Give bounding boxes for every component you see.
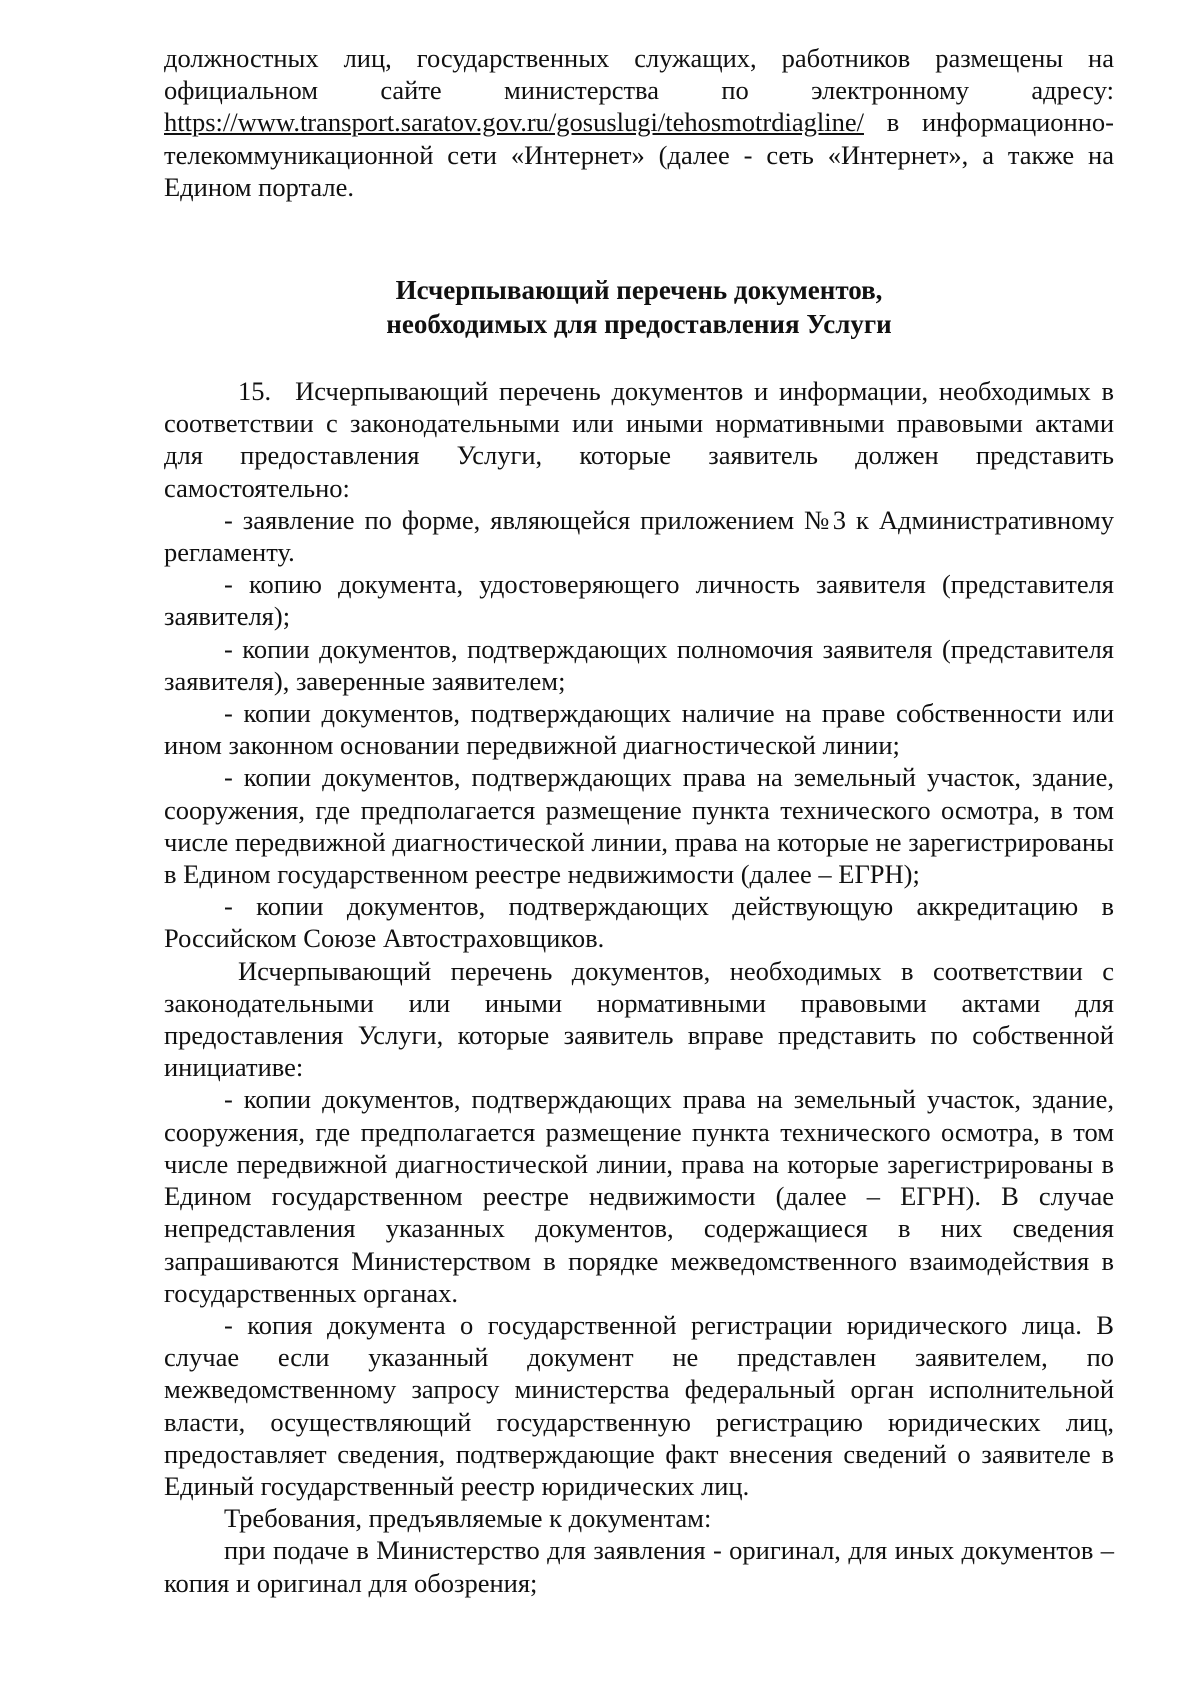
required-item-1: - заявление по форме, являющейся приложением №3 к Административному регламенту. (164, 504, 1114, 568)
section-15-lead-text: Исчерпывающий перечень документов и информации, необходимых в соответствии с законодательными или иными нормативными правовыми актами для предоставления Услуги, которые заявитель должен представить самостоятельно: (164, 376, 1114, 503)
required-item-6: - копии документов, подтверждающих действующую аккредитацию в Российском Союзе Автостраховщиков. (164, 891, 1114, 954)
required-item-5: - копии документов, подтверждающих права на земельный участок, здание, сооружения, где предполагается размещение пункта технического осмотра, в том числе передвижной диагностической линии, права на которые не зарегистрированы в Едином государственном реестре недвижимости (далее – ЕГРН); (164, 762, 1114, 890)
section-heading (164, 273, 1114, 341)
ministry-website-link[interactable]: https://www.transport.saratov.gov.ru/gosuslugi/tehosmotrdiagline/ (164, 107, 864, 138)
required-item-4: - копии документов, подтверждающих наличие на праве собственности или ином законном основании передвижной диагностической линии; (164, 698, 1114, 761)
requirements-text: при подаче в Министерство для заявления - оригинал, для иных документов – копия и оригинал для обозрения; (164, 1535, 1114, 1598)
optional-item-1: - копии документов, подтверждающих права на земельный участок, здание, сооружения, где предполагается размещение пункта технического осмотра, в том числе передвижной диагностической линии, права на которые зарегистрированы в Едином государственном реестре недвижимости (далее – ЕГРН). В случае непредставления указанных документов, содержащиеся в них сведения запрашиваются Министерством в порядке межведомственного взаимодействия в государственных органах. (164, 1084, 1114, 1308)
intro-text-after-link: в информационно-телекоммуникационной сети «Интернет» (далее - сеть «Интернет», а также на Едином портале. (164, 107, 1114, 202)
section-15-lead (164, 375, 1114, 504)
document-page (164, 42, 1114, 1599)
required-item-2: - копию документа, удостоверяющего личность заявителя (представителя заявителя); (164, 569, 1114, 632)
intro-text-before-link: должностных лиц, государственных служащих, работников размещены на официальном сайте министерства по электронному адресу: (164, 43, 1114, 106)
required-item-3: - копии документов, подтверждающих полномочия заявителя (представителя заявителя), заверенные заявителем; (164, 633, 1114, 696)
optional-documents-lead: Исчерпывающий перечень документов, необходимых в соответствии с законодательными или иными нормативными правовыми актами для предоставления Услуги, которые заявитель вправе представить по собственной инициативе: (164, 955, 1114, 1083)
section-heading-line-1: Исчерпывающий перечень документов, (395, 275, 883, 306)
section-heading-line-2: необходимых для предоставления Услуги (386, 309, 892, 340)
optional-item-2: - копия документа о государственной регистрации юридического лица. В случае если указанный документ не представлен заявителем, по межведомственному запросу министерства федеральный орган исполнительной власти, осуществляющий государственную регистрацию юридических лиц, предоставляет сведения, подтверждающие факт внесения сведений о заявителе в Единый государственный реестр юридических лиц. (164, 1309, 1114, 1501)
requirements-lead: Требования, предъявляемые к документам: (224, 1503, 712, 1534)
section-15-number: 15. (238, 376, 272, 407)
intro-paragraph (164, 42, 1114, 203)
